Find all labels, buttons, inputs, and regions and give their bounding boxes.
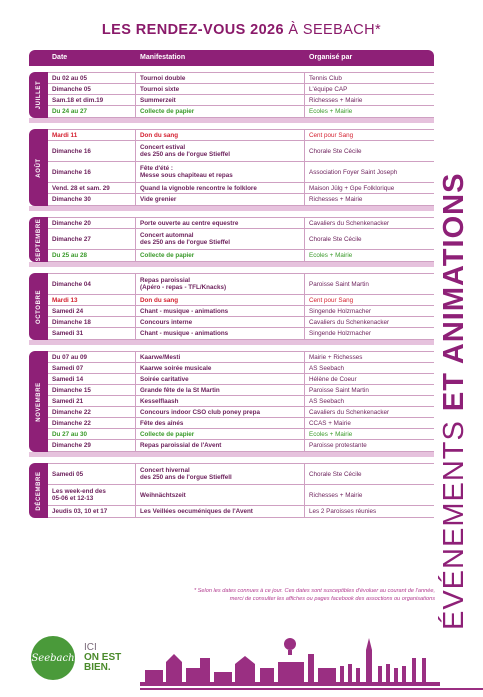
month-label [29,129,48,206]
title-bold: LES RENDEZ-VOUS 2026 [101,22,284,38]
table-row [48,250,434,261]
month-label-text: AOÛT [35,157,42,178]
event-name: Weihnächtszeit [136,485,305,505]
event-date: Dimanche 30 [48,194,136,205]
event-organizer: Ecoles + Mairie [309,252,353,259]
footnote-line2: merci de consulter les affiches ou pages facebook des assoctions ou organisations [229,595,435,602]
month-label-text: OCTOBRE [35,289,42,324]
table-row [48,306,434,317]
bottom-rule [140,688,483,690]
event-date: Jeudis 03, 10 et 17 [48,506,136,517]
event-organizer: Paroisse protestante [309,442,367,449]
title-light: À SEEBACH* [283,22,382,38]
slogan [84,643,121,673]
header-organise: Organisé par [309,54,353,61]
month-separator [29,452,434,457]
table-row [48,385,434,396]
event-organizer: Paroisse Saint Martin [309,280,369,288]
table-row [48,162,434,183]
event-name: Chant - musique - animations [136,306,305,316]
event-name: Concert hivernal des 250 ans de l'orgue Stieffell [136,464,305,484]
table-row [48,84,434,95]
table-row [48,229,434,250]
event-organizer: Mairie + Richesses [309,353,363,361]
event-name: Repas paroissial de l'Avent [136,440,305,451]
month-rows [48,217,434,262]
event-organizer: Ecoles + Mairie [309,430,353,438]
event-name: Grande fête de la St Martin [136,385,305,395]
event-organizer: Richesses + Mairie [309,491,363,499]
table-row [48,194,434,205]
event-organizer: Chorale Ste Cécile [309,470,362,478]
footnote-line1: * Selon les dates connues à ce jour. Ces dates sont susceptibles d'évoluer au courant de l'année, [193,588,435,594]
table-row [48,429,434,440]
footnote [120,588,435,603]
event-organizer: Maison Jülg + Gpe Folklorique [309,184,395,192]
header-date: Date [52,54,68,61]
event-name: Kaarwe soirée musicale [136,363,305,373]
event-organizer: Les 2 Paroisses réunies [309,508,377,515]
vertical-title [435,70,475,635]
event-name: Collecte de papier [136,106,305,117]
event-organizer: Richesses + Mairie [309,196,363,203]
event-name: Repas paroissial (Apéro - repas - TFL/Knacks) [136,274,305,294]
month-block [29,463,434,518]
month-block [29,72,434,118]
table-row [48,317,434,328]
events-table [29,50,434,518]
event-date: Samedi 07 [48,363,136,373]
table-row [48,141,434,162]
event-name: Summerzeit [136,95,305,105]
month-block [29,351,434,452]
event-organizer: Richesses + Mairie [309,96,363,104]
month-rows [48,463,434,518]
month-block [29,129,434,206]
event-date: Samedi 21 [48,396,136,406]
event-organizer: CCAS + Mairie [309,419,351,427]
event-date: Dimanche 15 [48,385,136,395]
month-label-text: SEPTEMBRE [35,218,42,261]
table-row [48,106,434,117]
event-name: Collecte de papier [136,250,305,261]
event-organizer: Cavaliers du Schenkenacker [309,318,390,326]
event-organizer: Ecoles + Mairie [309,108,353,115]
month-label [29,463,48,518]
event-date: Du 27 au 30 [48,429,136,439]
event-date: Les week-end des 05-06 et 12-13 [48,485,136,505]
vertical-title-bold: ET ANIMATIONS [438,172,470,412]
table-row [48,295,434,306]
event-date: Dimanche 18 [48,317,136,327]
table-row [48,73,434,84]
event-organizer: L'équipe CAP [309,85,348,93]
event-name: Les Veillées oecuméniques de l'Avent [136,506,305,517]
event-organizer: Chorale Ste Cécile [309,235,362,243]
month-label [29,217,48,262]
event-date: Sam.18 et dim.19 [48,95,136,105]
table-row [48,440,434,451]
logo-text: Seebach [31,653,75,664]
table-row [48,218,434,229]
event-date: Dimanche 16 [48,141,136,161]
event-date: Samedi 24 [48,306,136,316]
slogan-line1: ICI [84,642,97,653]
month-separator [29,340,434,345]
month-label [29,273,48,340]
table-row [48,183,434,194]
event-organizer: Singende Holzmacher [309,307,371,315]
event-name: Collecte de papier [136,429,305,439]
months-container [29,72,434,518]
event-organizer: Tennis Club [309,74,342,82]
event-organizer: Cavaliers du Schenkenacker [309,219,390,227]
event-name: Tournoi double [136,73,305,83]
table-row [48,352,434,363]
event-date: Dimanche 29 [48,440,136,451]
seebach-logo [30,635,76,681]
month-block [29,273,434,340]
month-rows [48,351,434,452]
event-organizer: AS Seebach [309,397,345,405]
month-separator [29,262,434,267]
event-date: Du 25 au 28 [48,250,136,261]
event-date: Vend. 28 et sam. 29 [48,183,136,193]
table-row [48,95,434,106]
event-date: Dimanche 20 [48,218,136,228]
event-name: Concours indoor CSO club poney prepa [136,407,305,417]
event-organizer: Hélène de Coeur [309,375,357,383]
event-name: Vide grenier [136,194,305,205]
event-name: Don du sang [136,130,305,140]
village-skyline-illustration [140,632,440,690]
slogan-line3: BIEN. [84,662,111,673]
event-name: Porte ouverte au centre equestre [136,218,305,228]
event-organizer: Paroisse Saint Martin [309,386,369,394]
event-organizer: Cent pour Sang [309,296,354,304]
table-row [48,506,434,517]
event-name: Tournoi sixte [136,84,305,94]
month-block [29,217,434,262]
table-row [48,407,434,418]
month-rows [48,129,434,206]
event-date: Samedi 05 [48,464,136,484]
event-date: Samedi 31 [48,328,136,339]
month-separator [29,118,434,123]
event-date: Dimanche 16 [48,162,136,182]
table-row [48,396,434,407]
table-row [48,328,434,339]
event-date: Dimanche 05 [48,84,136,94]
month-label [29,351,48,452]
month-label [29,72,48,118]
event-organizer: Chorale Ste Cécile [309,147,362,155]
table-row [48,374,434,385]
event-name: Concert automnal des 250 ans de l'orgue Stieffel [136,229,305,249]
event-date: Du 07 au 09 [48,352,136,362]
event-date: Dimanche 27 [48,229,136,249]
month-label-text: JUILLET [35,80,42,110]
month-separator [29,206,434,211]
event-name: Fête d'été : Messe sous chapiteau et repas [136,162,305,182]
event-date: Dimanche 04 [48,274,136,294]
table-row [48,363,434,374]
table-row [48,464,434,485]
event-date: Samedi 14 [48,374,136,384]
event-date: Du 24 au 27 [48,106,136,117]
event-organizer: Singende Holzmacher [309,330,371,337]
event-name: Concert estival des 250 ans de l'orgue Stieffel [136,141,305,161]
page-title [0,22,483,38]
event-organizer: Cavaliers du Schenkenacker [309,408,390,416]
event-organizer: Cent pour Sang [309,131,354,139]
event-name: Kesselflaash [136,396,305,406]
table-row [48,418,434,429]
table-row [48,274,434,295]
month-label-text: DÉCEMBRE [35,470,42,511]
month-rows [48,273,434,340]
event-name: Fête des aînés [136,418,305,428]
event-date: Dimanche 22 [48,407,136,417]
table-row [48,485,434,506]
event-organizer: AS Seebach [309,364,345,372]
event-name: Soirée caritative [136,374,305,384]
header-manifestation: Manifestation [140,54,186,61]
slogan-line2: ON EST [84,652,122,663]
event-date: Mardi 11 [48,130,136,140]
event-date: Mardi 13 [48,295,136,305]
table-header [29,50,434,66]
table-row [48,130,434,141]
event-name: Concours interne [136,317,305,327]
month-rows [48,72,434,118]
event-organizer: Association Foyer Saint Joseph [309,168,398,176]
event-name: Don du sang [136,295,305,305]
vertical-title-light: ÉVÉNEMENTS [438,411,470,630]
event-name: Kaarwe/Mesti [136,352,305,362]
event-name: Chant - musique - animations [136,328,305,339]
event-date: Du 02 au 05 [48,73,136,83]
svg-text:ÉVÉNEMENTS ET ANIMATIONS [437,173,470,630]
month-label-text: NOVEMBRE [35,381,42,422]
event-date: Dimanche 22 [48,418,136,428]
event-name: Quand la vignoble rencontre le folklore [136,183,305,193]
